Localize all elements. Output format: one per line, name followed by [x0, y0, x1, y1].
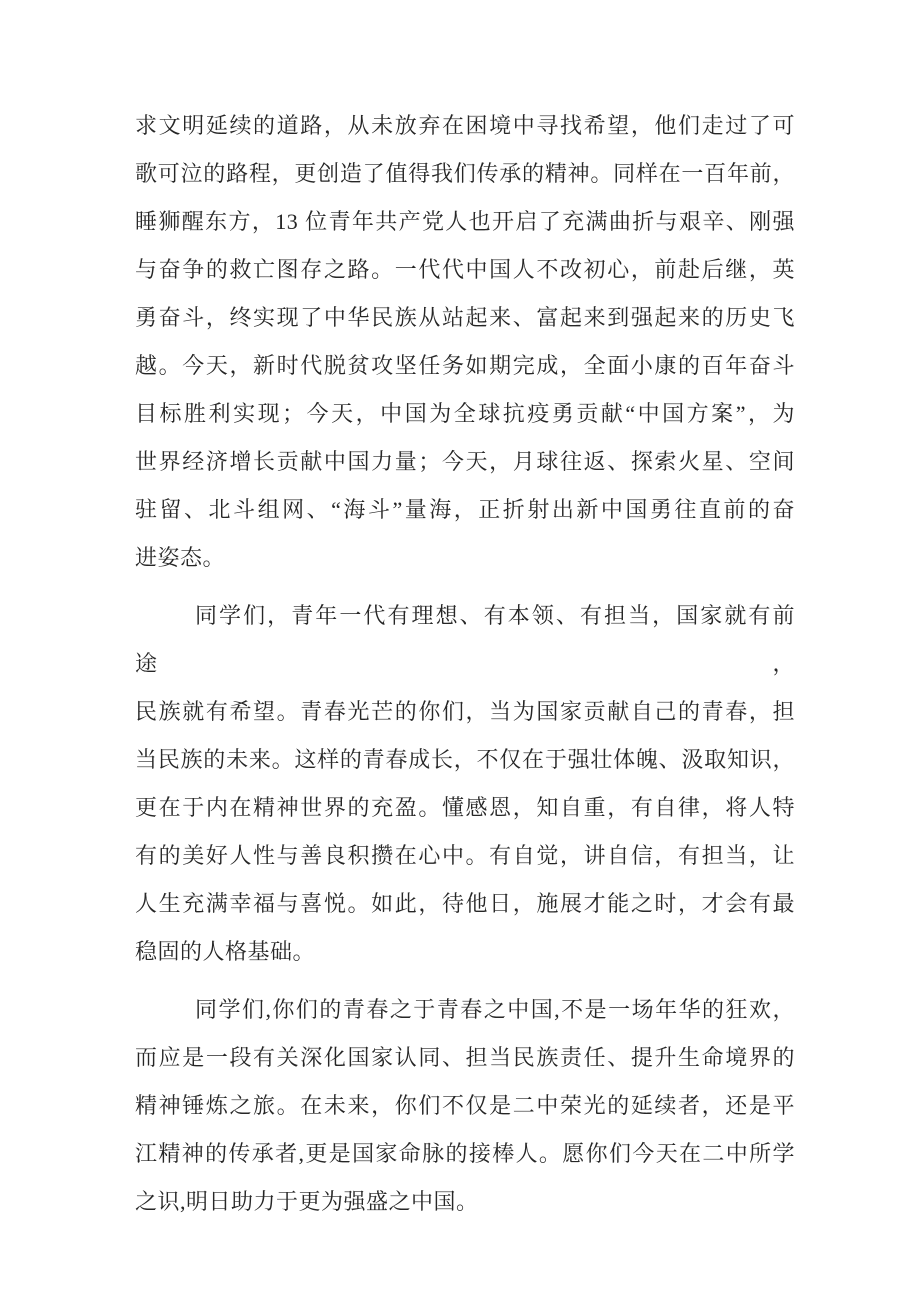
text-line: 进姿态。: [135, 545, 226, 570]
text-line: 而应是一段有关深化国家认同、担当民族责任、提升生命境界的: [135, 1045, 795, 1070]
text-line: 有的美好人性与善良积攒在心中。有自觉，讲自信，有担当，让: [135, 843, 795, 868]
paragraph-3: [135, 986, 795, 1226]
text-line: 当民族的未来。这样的青春成长，不仅在于强壮体魄、汲取知识，: [135, 747, 795, 772]
text-line: 世界经济增长贡献中国力量；今天，月球往返、探索火星、空间: [135, 449, 795, 474]
text-line: 之识,明日助力于更为强盛之中国。: [135, 1189, 479, 1214]
text-line: 歌可泣的路程，更创造了值得我们传承的精神。同样在一百年前，: [135, 161, 795, 186]
paragraph-1: [135, 102, 795, 582]
text-line: 与奋争的救亡图存之路。一代代中国人不改初心，前赴后继，英: [135, 257, 795, 282]
text-line: 更在于内在精神世界的充盈。懂感恩，知自重，有自律，将人特: [135, 795, 795, 820]
text-line: 求文明延续的道路，从未放弃在困境中寻找希望，他们走过了可: [135, 113, 795, 138]
text-line: 民族就有希望。青春光芒的你们，当为国家贡献自己的青春，担: [135, 699, 795, 724]
text-line: 人生充满幸福与喜悦。如此，待他日，施展才能之时，才会有最: [135, 891, 795, 916]
text-line: 精神锤炼之旅。在未来，你们不仅是二中荣光的延续者，还是平: [135, 1093, 795, 1118]
text-block: [135, 102, 795, 1226]
text-line: 目标胜利实现；今天，中国为全球抗疫勇贡献“中国方案”，为: [135, 401, 795, 426]
text-line: 勇奋斗，终实现了中华民族从站起来、富起来到强起来的历史飞: [135, 305, 795, 330]
text-line: 驻留、北斗组网、“海斗”量海，正折射出新中国勇往直前的奋: [135, 497, 795, 522]
text-line: 睡狮醒东方，13 位青年共产党人也开启了充满曲折与艰辛、刚强: [135, 209, 795, 234]
text-line: 同学们,你们的青春之于青春之中国,不是一场年华的狂欢，: [195, 997, 795, 1022]
text-line: 同学们，青年一代有理想、有本领、有担当，国家就有前途，: [135, 603, 795, 676]
paragraph-2: [135, 592, 795, 976]
text-line: 稳固的人格基础。: [135, 939, 316, 964]
text-line: 越。今天，新时代脱贫攻坚任务如期完成，全面小康的百年奋斗: [135, 353, 795, 378]
text-line: 江精神的传承者,更是国家命脉的接棒人。愿你们今天在二中所学: [135, 1141, 795, 1166]
